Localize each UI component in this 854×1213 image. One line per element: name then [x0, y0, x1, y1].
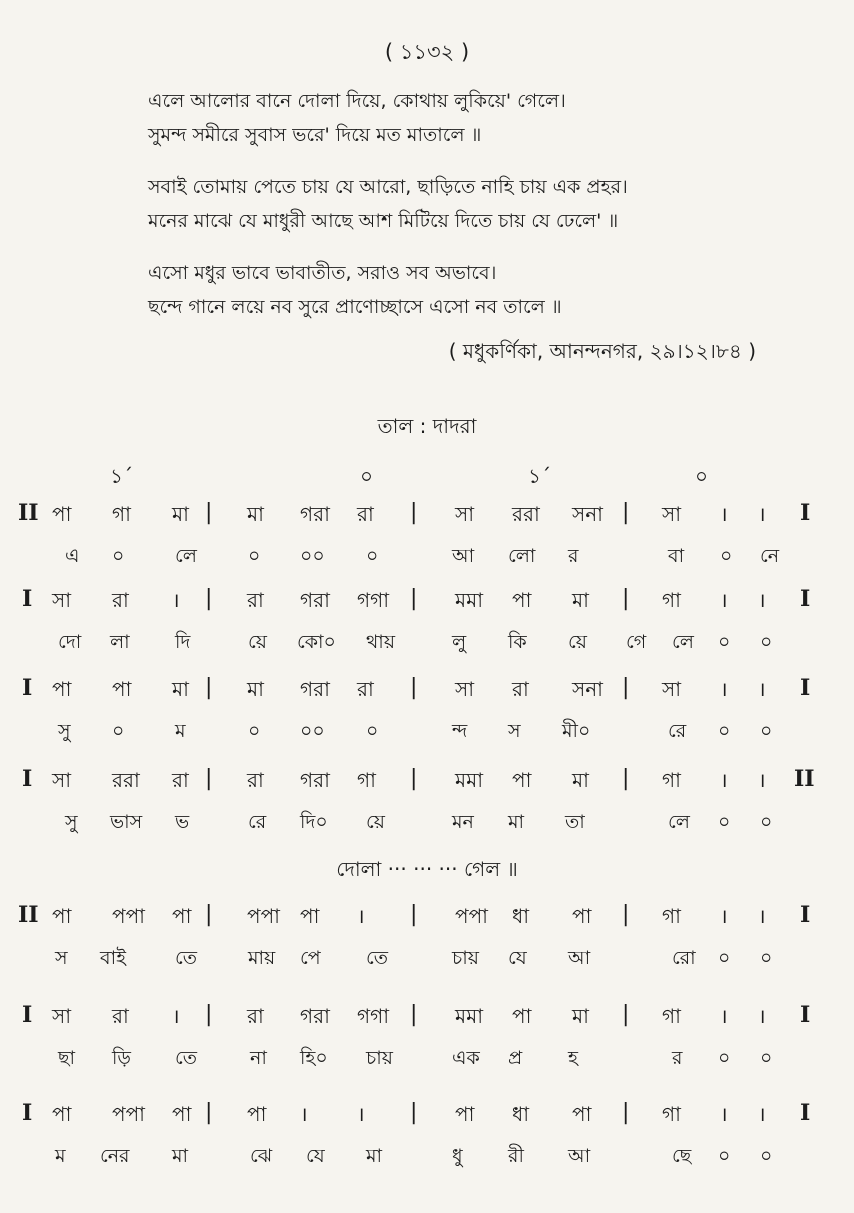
note: ।: [758, 588, 766, 612]
note: পা: [52, 677, 72, 701]
note: রা: [172, 768, 189, 792]
note: পা: [52, 904, 72, 928]
note: পা: [112, 677, 132, 701]
lyric-syllable: মা: [508, 811, 525, 833]
poem-line: এলে আলোর বানে দোলা দিয়ে, কোথায় লুকিয়ে' গেলে।: [148, 90, 566, 112]
lyric-syllable: ০: [720, 545, 733, 567]
poem-line: ছন্দে গানে লয়ে নব সুরে প্রাণোচ্ছাসে এসো নব তালে ॥: [148, 296, 562, 318]
barline-divider: |: [205, 902, 213, 927]
note: গরা: [300, 677, 330, 701]
barline-divider: |: [205, 1002, 213, 1027]
note: পা: [512, 1004, 532, 1028]
lyric-syllable: লে: [175, 545, 197, 567]
note: মা: [172, 502, 189, 526]
lyric-syllable: এক: [452, 1047, 480, 1069]
barline-start: I: [22, 1002, 33, 1028]
note: মা: [572, 768, 589, 792]
lyric-syllable: ০: [718, 1145, 731, 1167]
lyric-syllable: ০: [248, 545, 261, 567]
note: রা: [247, 768, 264, 792]
note: পা: [52, 1102, 72, 1126]
lyric-row: [0, 1044, 854, 1078]
note: পপা: [455, 904, 488, 928]
note: রা: [357, 502, 374, 526]
stanza: [148, 170, 828, 238]
barline-divider: |: [205, 1100, 213, 1125]
note: সা: [662, 677, 682, 701]
note: গা: [112, 502, 131, 526]
note: গরা: [300, 502, 330, 526]
lyric-syllable: লে: [668, 811, 690, 833]
note: ।: [758, 1102, 766, 1126]
barline-divider: |: [410, 1100, 418, 1125]
lyric-syllable: কি: [508, 631, 527, 653]
lyric-syllable: আ: [568, 947, 591, 969]
beat-mark: ০: [695, 464, 709, 488]
lyric-syllable: দো: [58, 631, 82, 653]
lyric-syllable: এ: [65, 545, 80, 567]
note: পা: [572, 1102, 592, 1126]
note: ।: [758, 502, 766, 526]
lyric-row: [0, 628, 854, 662]
lyric-row: [0, 542, 854, 576]
lyric-syllable: ভাস: [110, 811, 143, 833]
note: পপা: [112, 904, 145, 928]
lyric-syllable: স: [508, 720, 521, 742]
lyric-syllable: ০০: [300, 545, 325, 567]
lyric-row: [0, 717, 854, 751]
note: গা: [662, 1102, 681, 1126]
note: সনা: [572, 677, 603, 701]
barline-start: I: [22, 766, 33, 792]
lyric-syllable: ০: [366, 545, 379, 567]
lyric-syllable: গে: [626, 631, 647, 653]
note: সা: [455, 677, 475, 701]
note: ।: [720, 677, 728, 701]
note: ।: [758, 677, 766, 701]
lyric-syllable: ০: [718, 631, 731, 653]
beat-marks: [0, 462, 854, 492]
barline-divider: |: [622, 766, 630, 791]
lyric-syllable: ছা: [58, 1047, 76, 1069]
lyric-syllable: ০: [718, 720, 731, 742]
barline-divider: |: [410, 675, 418, 700]
barline-end: I: [800, 902, 811, 928]
lyric-syllable: লু: [452, 631, 467, 653]
note: ।: [758, 904, 766, 928]
lyric-syllable: পে: [300, 947, 321, 969]
note: রা: [112, 588, 129, 612]
beat-mark: ১´: [110, 464, 133, 488]
note: পা: [512, 588, 532, 612]
lyric-syllable: ০: [718, 1047, 731, 1069]
lyric-syllable: হি০: [300, 1047, 328, 1069]
lyric-syllable: মা: [366, 1145, 383, 1167]
note: মা: [247, 502, 264, 526]
note: রা: [247, 588, 264, 612]
lyric-syllable: ০: [718, 811, 731, 833]
note: ররা: [112, 768, 140, 792]
note: পপা: [247, 904, 280, 928]
note: সা: [52, 1004, 72, 1028]
lyric-syllable: ০: [112, 720, 125, 742]
notation-row: [0, 586, 854, 620]
lyric-syllable: ড়ি: [112, 1047, 131, 1069]
note: মমা: [455, 1004, 484, 1028]
lyric-syllable: য়ে: [366, 811, 385, 833]
lyric-row: [0, 808, 854, 842]
note: পা: [455, 1102, 475, 1126]
note: ।: [720, 502, 728, 526]
barline-start: I: [22, 1100, 33, 1126]
barline-divider: |: [205, 586, 213, 611]
lyric-syllable: যে: [306, 1145, 325, 1167]
note: গরা: [300, 768, 330, 792]
lyric-syllable: কো০: [297, 631, 336, 653]
note: মা: [172, 677, 189, 701]
barline-start: I: [22, 586, 33, 612]
lyric-syllable: আ: [568, 1145, 591, 1167]
lyric-syllable: য়ে: [568, 631, 587, 653]
lyric-syllable: তে: [175, 1047, 197, 1069]
lyric-syllable: দি০: [300, 811, 328, 833]
lyric-syllable: লে: [672, 631, 694, 653]
note: রা: [247, 1004, 264, 1028]
note: ।: [300, 1102, 308, 1126]
lyric-syllable: ০: [760, 631, 773, 653]
lyric-syllable: ম: [55, 1145, 66, 1167]
lyric-syllable: ০: [760, 947, 773, 969]
barline-end: I: [800, 675, 811, 701]
lyric-syllable: মা: [172, 1145, 189, 1167]
note: পা: [300, 904, 320, 928]
lyric-syllable: রী: [508, 1145, 524, 1167]
note: মা: [247, 677, 264, 701]
lyric-syllable: তে: [366, 947, 388, 969]
note: মা: [572, 1004, 589, 1028]
lyric-syllable: ০: [366, 720, 379, 742]
note: মমা: [455, 588, 484, 612]
lyric-syllable: ম: [175, 720, 186, 742]
barline-end: I: [800, 1002, 811, 1028]
note: সনা: [572, 502, 603, 526]
barline-divider: |: [205, 675, 213, 700]
note: ররা: [512, 502, 540, 526]
lyric-syllable: র: [672, 1047, 683, 1069]
note: ।: [758, 768, 766, 792]
note: মা: [572, 588, 589, 612]
barline-divider: |: [622, 500, 630, 525]
lyric-syllable: ০: [248, 720, 261, 742]
lyric-syllable: আ: [452, 545, 475, 567]
note: পা: [52, 502, 72, 526]
note: গরা: [300, 1004, 330, 1028]
lyric-syllable: লো: [508, 545, 536, 567]
barline-divider: |: [410, 500, 418, 525]
poem-line: সবাই তোমায় পেতে চায় যে আরো, ছাড়িতে নাহি চায় এক প্রহর।: [148, 176, 628, 198]
lyric-syllable: ০: [760, 720, 773, 742]
lyric-syllable: সু: [58, 720, 71, 742]
note: ।: [758, 1004, 766, 1028]
lyric-syllable: স: [55, 947, 68, 969]
note: রা: [112, 1004, 129, 1028]
note: ।: [172, 1004, 180, 1028]
lyric-syllable: তে: [175, 947, 197, 969]
note: পা: [172, 1102, 192, 1126]
note: গগা: [357, 1004, 390, 1028]
note: সা: [662, 502, 682, 526]
note: ধা: [512, 1102, 530, 1126]
barline-end: I: [800, 500, 811, 526]
note: ।: [720, 904, 728, 928]
lyric-syllable: তা: [565, 811, 585, 833]
lyric-syllable: ০: [760, 1047, 773, 1069]
lyric-syllable: রে: [668, 720, 687, 742]
notation-row: [0, 902, 854, 936]
note: রা: [512, 677, 529, 701]
barline-start: I: [22, 675, 33, 701]
lyric-syllable: থায়: [366, 631, 396, 653]
lyric-syllable: য়ে: [248, 631, 267, 653]
barline-start: II: [18, 902, 39, 928]
lyric-syllable: ০: [760, 811, 773, 833]
lyric-syllable: বা: [668, 545, 685, 567]
lyric-syllable: ভ: [175, 811, 190, 833]
note: পা: [512, 768, 532, 792]
note: ।: [720, 1004, 728, 1028]
barline-divider: |: [205, 500, 213, 525]
note: রা: [357, 677, 374, 701]
lyric-syllable: দি: [175, 631, 191, 653]
note: পপা: [112, 1102, 145, 1126]
barline-divider: |: [622, 675, 630, 700]
lyric-syllable: রো: [672, 947, 696, 969]
stanza: [148, 256, 828, 324]
poem: [148, 84, 828, 342]
page-number: ( ১১৩২ ): [384, 40, 470, 64]
note: গা: [662, 904, 681, 928]
note: গগা: [357, 588, 390, 612]
lyric-syllable: যে: [508, 947, 527, 969]
poem-line: সুমন্দ সমীরে সুবাস ভরে' দিয়ে মত মাতালে ॥: [148, 124, 482, 146]
note: পা: [172, 904, 192, 928]
lyric-syllable: চায়: [452, 947, 479, 969]
note: সা: [455, 502, 475, 526]
barline-end: I: [800, 1100, 811, 1126]
lyric-syllable: না: [250, 1047, 267, 1069]
lyric-syllable: ছে: [672, 1145, 692, 1167]
note: মমা: [455, 768, 484, 792]
barline-end: I: [800, 586, 811, 612]
beat-mark: ০: [360, 464, 374, 488]
note: ।: [172, 588, 180, 612]
barline-divider: |: [410, 902, 418, 927]
lyric-syllable: সু: [65, 811, 78, 833]
lyric-row: [0, 1142, 854, 1176]
lyric-syllable: ০: [760, 1145, 773, 1167]
lyric-syllable: নে: [760, 545, 780, 567]
refrain: দোলা ··· ··· ··· গেল ॥: [336, 857, 518, 881]
note: গা: [662, 588, 681, 612]
notation-row: [0, 500, 854, 534]
note: সা: [52, 588, 72, 612]
lyric-syllable: প্র: [508, 1047, 523, 1069]
note: পা: [247, 1102, 267, 1126]
barline-divider: |: [622, 586, 630, 611]
stanza: [148, 84, 828, 152]
note: গা: [662, 1004, 681, 1028]
barline-divider: |: [410, 766, 418, 791]
notation-row: [0, 1002, 854, 1036]
lyric-syllable: ০: [718, 947, 731, 969]
poem-line: এসো মধুর ভাবে ভাবাতীত, সরাও সব অভাবে।: [148, 262, 497, 284]
lyric-syllable: ধু: [452, 1145, 463, 1167]
barline-divider: |: [410, 586, 418, 611]
lyric-syllable: মায়: [248, 947, 276, 969]
lyric-syllable: ন্দ: [452, 720, 468, 742]
barline-end: II: [794, 766, 815, 792]
note: ।: [720, 588, 728, 612]
note: গা: [357, 768, 376, 792]
notation-row: [0, 675, 854, 709]
lyric-syllable: চায়: [366, 1047, 393, 1069]
note: গা: [662, 768, 681, 792]
note: সা: [52, 768, 72, 792]
barline-divider: |: [622, 902, 630, 927]
lyric-syllable: র: [568, 545, 579, 567]
lyric-syllable: হ: [568, 1047, 578, 1069]
note: গরা: [300, 588, 330, 612]
taal-heading: তাল : দাদরা: [377, 414, 477, 438]
lyric-row: [0, 944, 854, 978]
beat-mark: ১´: [528, 464, 551, 488]
lyric-syllable: মন: [452, 811, 474, 833]
lyric-syllable: ০০: [300, 720, 325, 742]
note: ।: [720, 768, 728, 792]
lyric-syllable: মী০: [562, 720, 591, 742]
lyric-syllable: রে: [248, 811, 267, 833]
note: ।: [720, 1102, 728, 1126]
barline-divider: |: [622, 1002, 630, 1027]
lyric-syllable: নের: [100, 1145, 130, 1167]
barline-divider: |: [410, 1002, 418, 1027]
lyric-syllable: ০: [112, 545, 125, 567]
lyric-syllable: লা: [110, 631, 130, 653]
barline-divider: |: [622, 1100, 630, 1125]
note: ।: [357, 904, 365, 928]
note: ধা: [512, 904, 530, 928]
note: পা: [572, 904, 592, 928]
note: ।: [357, 1102, 365, 1126]
poem-source: ( মধুকর্ণিকা, আনন্দনগর, ২৯।১২।৮৪ ): [448, 339, 756, 363]
notation-row: [0, 1100, 854, 1134]
barline-divider: |: [205, 766, 213, 791]
barline-start: II: [18, 500, 39, 526]
poem-line: মনের মাঝে যে মাধুরী আছে আশ মিটিয়ে দিতে চায় যে ঢেলে' ॥: [148, 210, 619, 232]
lyric-syllable: ঝে: [250, 1145, 273, 1167]
notation-row: [0, 766, 854, 800]
lyric-syllable: বাই: [100, 947, 126, 969]
